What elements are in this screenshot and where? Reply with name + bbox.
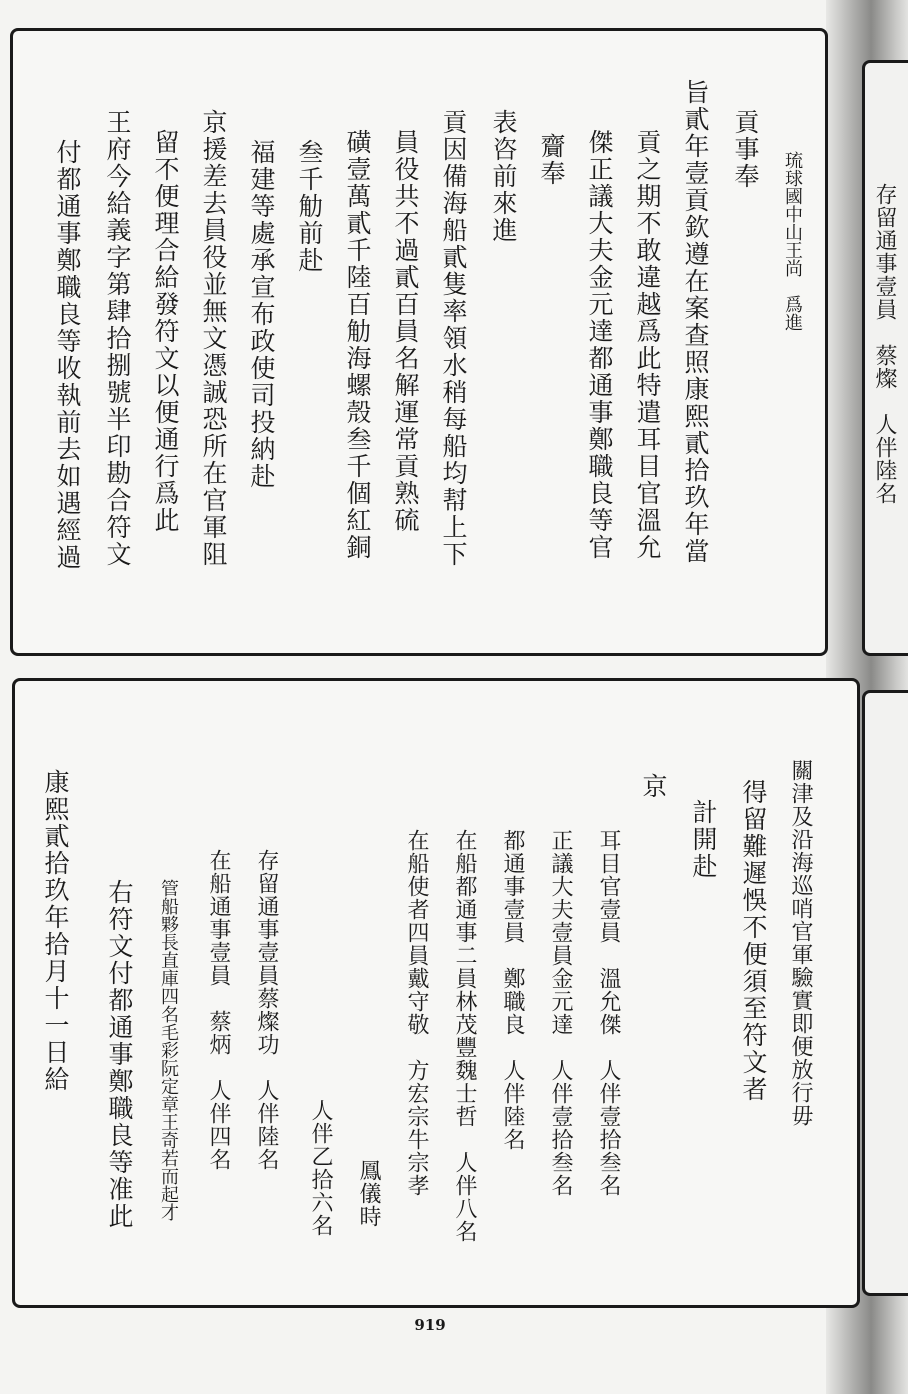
text-column: 付都通事鄭職良等收執前去如遇經過 [53,139,82,571]
text-column: 琉球國中山王尚 爲進 [782,151,803,331]
text-column: 貢因備海船貳隻率領水稍每船均幇上下 [439,109,468,568]
text-column: 磺壹萬貳千陸百觔海螺殼叁千個紅銅 [343,129,372,561]
adjacent-page-frame-lower [862,690,908,1296]
adjacent-page-frame [862,60,908,656]
text-column: 右符文付都通事鄭職良等准此 [105,879,134,1230]
adjacent-page-column: 存留通事壹員 蔡燦 人伴陸名 [872,183,897,505]
text-column: 員役共不過貳百員名解運常貢熟硫 [391,129,420,534]
text-column: 貢之期不敢違越爲此特遣耳目官溫允 [633,129,662,561]
text-column: 在船使者四員戴守敬 方宏宗牛宗孝 [404,829,429,1197]
text-column: 留不便理合給發符文以便通行爲此 [151,129,180,534]
document-panel-top [10,28,828,656]
text-column: 在船通事壹員 蔡炳 人伴四名 [206,849,231,1171]
text-column: 齎奉 [537,133,566,187]
text-column: 傑正議大夫金元達都通事鄭職良等官 [585,129,614,561]
text-column: 人伴乙拾六名 [308,1099,333,1237]
text-column: 貢事奉 [731,109,760,190]
text-column: 關津及沿海巡哨官軍驗實即便放行毋 [788,759,813,1127]
text-column: 叁千觔前赴 [295,139,324,274]
text-column: 耳目官壹員 溫允傑 人伴壹拾叁名 [596,829,621,1197]
text-column: 正議大夫壹員金元達 人伴壹拾叁名 [548,829,573,1197]
text-column: 得留難遲悞不便須至符文者 [739,779,768,1103]
text-column: 京援差去員役並無文憑誠恐所在官軍阻 [199,109,228,568]
text-column: 計開赴 [689,799,718,880]
text-column: 王府今給義字第肆拾捌號半印勘合符文 [103,109,132,568]
text-column: 存留通事壹員蔡燦功 人伴陸名 [254,849,279,1171]
document-panel-bottom [12,678,860,1308]
text-column: 福建等處承宣布政使司投納赴 [247,139,276,490]
text-column: 鳳儀時 [356,1159,381,1228]
text-column: 京 [639,773,668,800]
text-column: 康熙貳拾玖年拾月十一日給 [41,769,70,1093]
text-column: 表咨前來進 [489,109,518,244]
text-column: 管船夥長直庫四名毛彩阮定章王奇若而起才 [158,879,179,1221]
text-column: 都通事壹員 鄭職良 人伴陸名 [500,829,525,1151]
page-number: 919 [414,1316,446,1334]
text-column: 在船都通事二員林茂豐魏士哲 人伴八名 [452,829,477,1243]
text-column: 旨貳年壹貢欽遵在案查照康熙貳拾玖年當 [681,79,710,565]
